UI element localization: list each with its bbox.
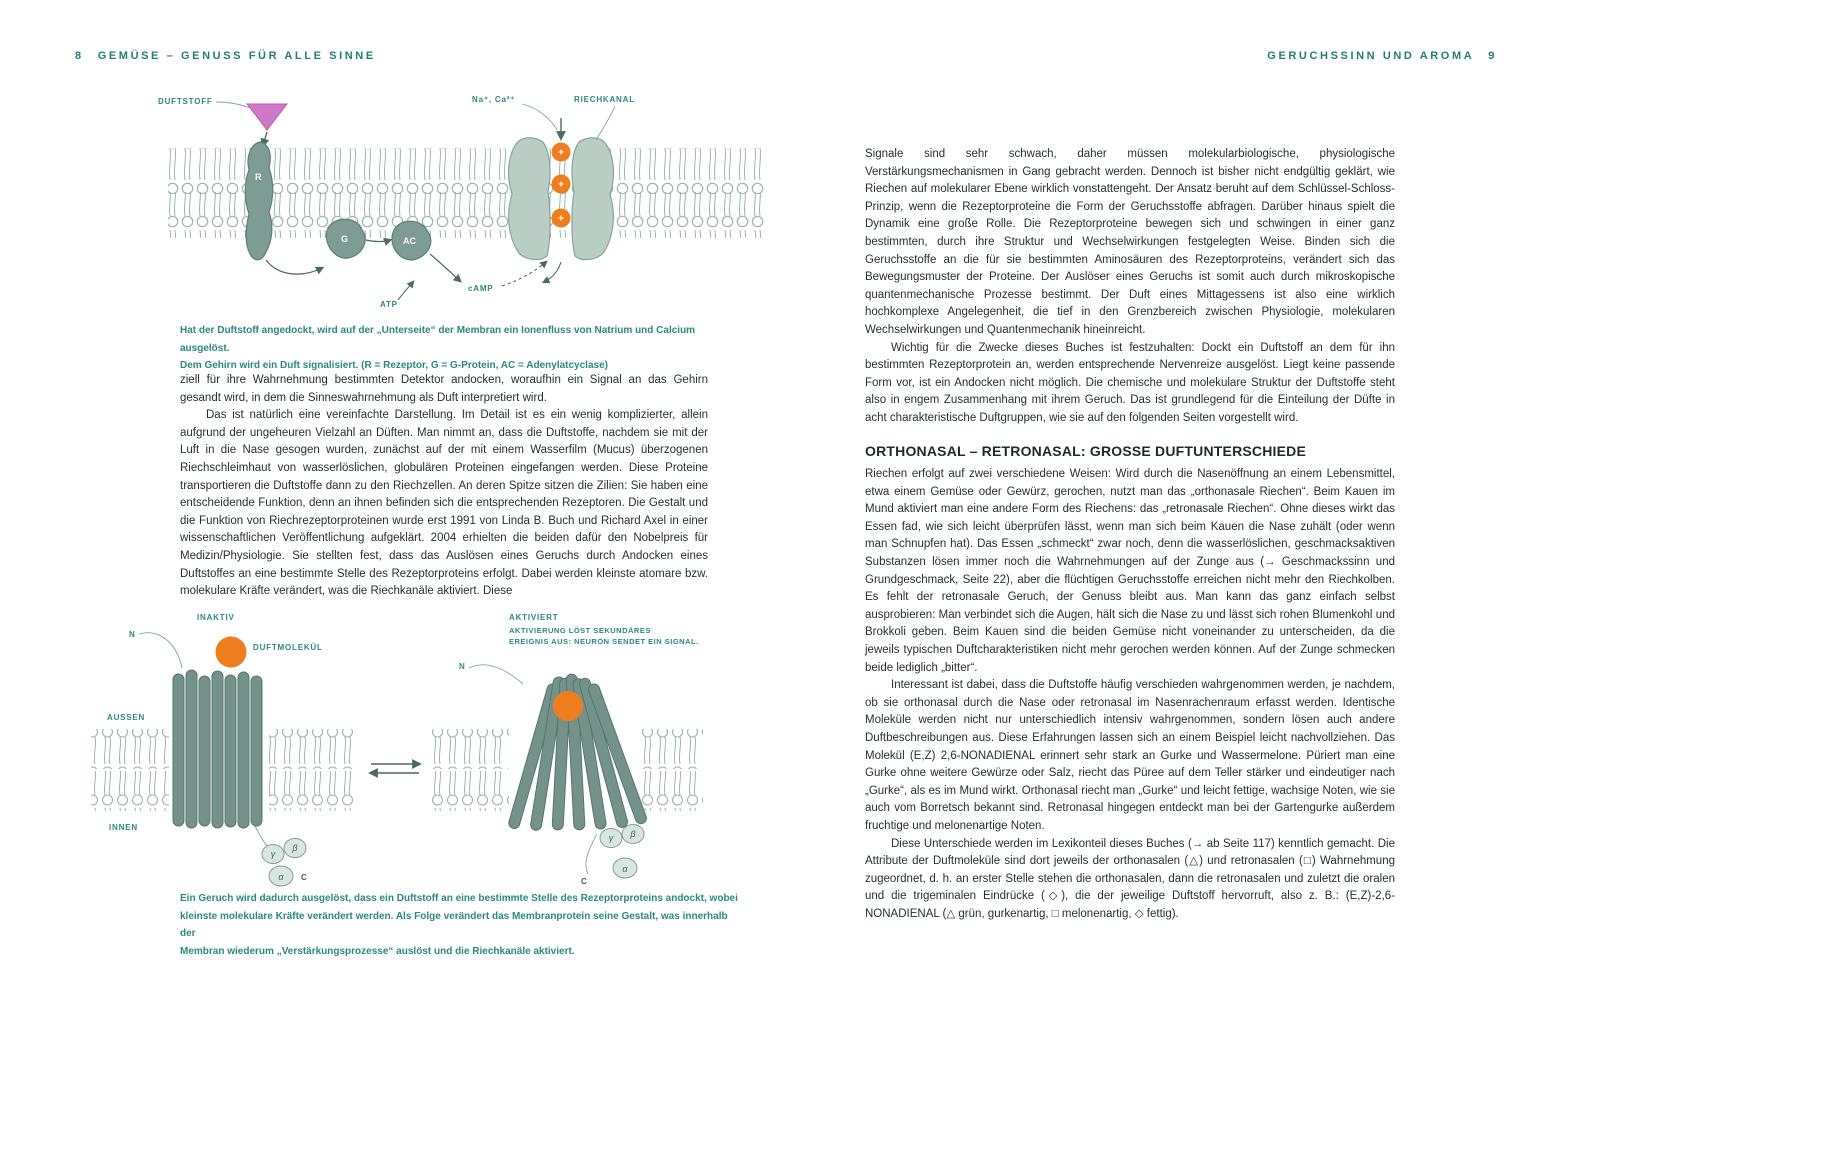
page-number-right: 9 — [1488, 50, 1497, 62]
ions-label: Na⁺, Ca²⁺ — [472, 95, 516, 104]
body-paragraph: ziell für ihre Wahrnehmung bestimmten Detektor andocken, woraufhin ein Signal an das Gehirn gesandt wird, in dem die Sinneswahrnehmung als Duft interpretiert wird. — [180, 374, 708, 404]
riechkanal-label-line — [596, 106, 615, 140]
arrow-atp-to-ac — [398, 282, 413, 300]
receptor-letter: R — [255, 172, 262, 182]
caption-line: Dem Gehirn wird ein Duft signalisiert. (R = Rezeptor, G = G-Protein, AC = Adenylatcyclase) — [180, 360, 608, 371]
camp-label: cAMP — [468, 284, 494, 293]
aktiviert-label: AKTIVIERT — [509, 613, 559, 622]
aktivierung-note-line2: EREIGNIS AUS: NEURON SENDET EIN SIGNAL. — [509, 637, 699, 646]
body-paragraph: Interessant ist dabei, dass die Duftstoffe häufig verschieden wahrgenommen werden, je nachdem, ob sie orthonasal durch die Nase oder retronasal im Nasenrachenraum erfasst werden. Identische Moleküle werden nicht nur unterschiedlich intensiv wahrgenommen, sondern lösen auch andere Duftbeschreibungen aus. Diese Erfahrungen lassen sich an einem Beispiel leicht nachvollziehen. Das Molekül (E,Z) 2,6-NONADIENAL erinnert sehr stark an Gurke und Wassermelone. Püriert man eine Gurke ohne weitere Gewürze oder Salz, riecht das Püree auf dem Teller stärker und eindeutiger nach „Gurke“, als es im Mund wirkt. Orthonasal riecht man „Gurke“ und leicht fettige, wachsige Noten, wie sie auch vom Borretsch bekannt sind. Retronasal hingegen entdeckt man bei der Gartengurke außerdem fruchtige und melonenartige Noten. — [865, 679, 1395, 832]
ion-plus-1: + — [558, 147, 564, 159]
bilayer-left-outer — [91, 729, 169, 769]
gamma-label-left: γ — [270, 849, 276, 859]
duftstoff-label: DUFTSTOFF — [158, 97, 213, 106]
page-number-left: 8 — [75, 50, 84, 62]
membrane-diagram-caption — [180, 322, 740, 375]
c-terminus-label-left: C — [301, 873, 307, 882]
caption-line: Membran wiederum „Verstärkungsprozesse“ auslöst und die Riechkanäle aktiviert. — [180, 945, 575, 957]
body-paragraph: Diese Unterschiede werden im Lexikonteil dieses Buches (→ ab Seite 117) kenntlich gemacht. Die Attribute der Duftmoleküle sind dort jeweils der orthonasalen (△) und retronasalen (□) Wahrnehmung zugeordnet, d. h. an erster Stelle stehen die orthonasalen, dann die retronasalen und zuletzt die oralen und die trigeminalen Eindrücke (◇), die der jeweilige Duftstoff hervorruft, also z. B.: (E,Z)-2,6-NONADIENAL (△ grün, gurkenartig, □ melonenartig, ◇ fettig). — [865, 837, 1395, 920]
running-head-left — [75, 50, 376, 62]
c-terminus-label-right: C — [581, 877, 587, 886]
c-terminus-tail-right — [586, 834, 597, 874]
bilayer-right1-outer — [429, 729, 509, 769]
innen-label: INNEN — [109, 823, 138, 832]
bilayer-left-inner — [91, 771, 169, 811]
arrow-g-to-ac — [366, 240, 390, 242]
section-heading: ORTHONASAL – RETRONASAL: GROSSE DUFTUNTERSCHIEDE — [865, 442, 1307, 459]
beta-label-right: β — [630, 829, 636, 839]
body-paragraph: Signale sind sehr schwach, daher müssen molekularbiologische, physiologische Verstärkungsmechanismen in Gang gebracht werden. Dennoch ist bisher nicht endgültig geklärt, wie Riechen auf molekularer Ebene wirklich vonstattengeht. Der Ansatz beruht auf dem Schlüssel-Schloss-Prinzip, wenn die Rezeptorproteine die Form der Geruchsstoffe abfragen. Darüber hinaus spielt die Dynamik eine große Rolle. Die Rezeptorproteine bewegen sich und schwingen in einer ganz bestimmten, durch ihre Struktur und Wechselwirkungen festgelegten Weise. Binden sich die Geruchsstoffe an die für sie bestimmten Aminosäuren des Rezeptorproteins, verändert sich das Bewegungsmuster der Proteine. Der Auslöser eines Geruchs ist somit auch durch mikroskopische quantenmechanische Prozesse bestimmt. Der Duft eines Mittagessens ist also eine wirklich hochkomplexe Angelegenheit, die tief in den Grenzbereich zwischen Physiologie, molekularen Wechselwirkungen und Quantenmechanik hineinreicht. — [865, 148, 1395, 336]
bilayer-right2-outer — [641, 729, 703, 769]
aussen-label: AUSSEN — [107, 713, 146, 722]
ion-plus-2: + — [558, 179, 564, 191]
ac-letters: AC — [403, 236, 416, 246]
inaktiv-label: INAKTIV — [197, 613, 235, 622]
alpha-label-right: α — [622, 864, 628, 874]
running-head-left-title: GEMÜSE – GENUSS FÜR ALLE SINNE — [97, 50, 376, 62]
riechkanal-right-half — [572, 138, 614, 260]
receptor-activation-diagram — [85, 606, 715, 896]
odorant-triangle-icon — [247, 104, 287, 130]
caption-line: kleinste molekulare Kräfte verändert werden. Als Folge verändert das Membranprotein seine Gestalt, was innerhalb der — [180, 910, 728, 939]
arrow-camp-to-channel — [502, 262, 546, 286]
aktivierung-note-line1: AKTIVIERUNG LÖST SEKUNDÄRES — [509, 626, 651, 635]
n-terminus-label-left: N — [129, 630, 136, 639]
arrow-ac-to-camp — [430, 254, 460, 281]
odor-molecule-bound — [553, 691, 583, 721]
caption-line: Hat der Duftstoff angedockt, wird auf der „Unterseite“ der Membran ein Ionenfluss von Natrium und Calcium ausgelöst. — [180, 325, 696, 354]
ion-plus-3: + — [558, 213, 564, 225]
riechkanal-left-half — [509, 138, 551, 260]
c-terminus-tail-left — [255, 826, 269, 848]
bilayer-right2-inner — [641, 771, 703, 811]
arrow-receptor-to-g — [266, 260, 322, 274]
right-body-column — [865, 146, 1395, 924]
body-paragraph: Wichtig für die Zwecke dieses Buches ist festzuhalten: Dockt ein Duftstoff an dem für ihn bestimmten Rezeptorprotein an, werden entsprechende Nervenreize ausgelöst. Liegt keine passende Form vor, ist ein Andocken nicht möglich. Die chemische und molekulare Struktur der Duftstoffe steht also in engem Zusammenhang mit ihrem Geruch. Das ist grundlegend für die Einteilung der Düfte in acht charakteristische Duftgruppen, wie sie auf den folgenden Seiten vorgestellt wird. — [865, 341, 1395, 424]
membrane-signaling-diagram — [150, 90, 770, 330]
gamma-label-right: γ — [608, 833, 614, 843]
n-terminus-label-right: N — [459, 662, 466, 671]
running-head-right-title: GERUCHSSINN UND AROMA — [1267, 50, 1475, 62]
beta-label-left: β — [292, 843, 298, 853]
ions-label-line — [522, 104, 557, 130]
bilayer-mid-inner — [269, 771, 355, 811]
left-body-column — [180, 372, 708, 601]
ion-exit-arrow — [544, 262, 561, 282]
caption-line: Ein Geruch wird dadurch ausgelöst, dass ein Duftstoff an eine bestimmte Stelle des Rezeptorproteins andockt, wobei — [180, 893, 738, 904]
n-terminus-line-left — [139, 633, 182, 668]
g-protein-letter: G — [341, 234, 349, 244]
receptor-diagram-caption — [180, 890, 740, 960]
bilayer-right1-inner — [429, 771, 509, 811]
bilayer-mid-outer — [269, 729, 355, 769]
receptor-protein-shape — [245, 142, 273, 260]
n-terminus-line-right — [469, 665, 523, 684]
receptor-helices-inactive — [173, 670, 262, 828]
riechkanal-label: RIECHKANAL — [574, 95, 635, 104]
atp-label: ATP — [380, 300, 398, 309]
odor-molecule-inactive — [216, 637, 247, 668]
body-paragraph: Das ist natürlich eine vereinfachte Darstellung. Im Detail ist es ein wenig komplizierter, allein aufgrund der ungeheuren Vielzahl an Düften. Man nimmt an, dass die Duftstoffe, nachdem sie mit der Luft in die Nase gesogen wurden, zunächst auf der mit einem Wasserfilm (Mucus) überzogenen Riechschleimhaut von wasserlöslichen, globulären Proteinen eingefangen werden. Diese Proteine transportieren die Duftstoffe dann zu den Riechzellen. An deren Spitze sitzen die Zilien: Sie haben eine entscheidende Funktion, denn an ihnen befinden sich die entsprechenden Rezeptoren. Die Gestalt und die Funktion von Riechrezeptorproteinen wurde erst 1991 von Linda B. Buch und Richard Axel in einer wissenschaftlichen Veröffentlichung aufgeklärt. 2004 erhielten die beiden dafür den Nobelpreis für Medizin/Physiologie. Sie stellten fest, dass das Auslösen eines Geruchs durch Andocken eines Duftstoffes an eine bestimmte Stelle des Rezeptorproteins erfolgt. Dabei werden kleinste atomare bzw. molekulare Kräfte verändert, was die Riechkanäle aktiviert. Diese — [180, 409, 708, 598]
running-head-right — [1267, 50, 1497, 62]
duftmolekuel-label: DUFTMOLEKÜL — [253, 643, 323, 652]
duftstoff-label-line — [216, 102, 250, 108]
body-paragraph: Riechen erfolgt auf zwei verschiedene Weisen: Wird durch die Nasenöffnung an einem Lebensmittel, etwa einem Gemüse oder Gewürz, gerochen, nutzt man das „orthonasale Riechen“. Beim Kauen im Mund aktiviert man eine andere Form des Riechens: das „retronasale Riechen“. Ohne dieses wirkt das Essen fad, wie sich leicht überprüfen lässt, wenn man sich beim Kauen die Nase zuhält (oder wenn man Schnupfen hat). Das Essen „schmeckt“ zwar noch, denn die wasserlöslichen, geschmacksaktiven Substanzen lösen immer noch die Wahrnehmungen auf der Zunge aus (→ Geschmackssinn und Grundgeschmack, Seite 22), aber die flüchtigen Geruchsstoffe erreichen nicht mehr den Riechkolben. Es fehlt der retronasale Geruch, der Genuss bleibt aus. Man kann das ganz einfach selbst ausprobieren: Man verbindet sich die Augen, hält sich die Nase zu und lässt sich rohen Blumenkohl und Brokkoli geben. Beim Kauen sind die beiden Gemüse nicht voneinander zu unterscheiden, da die jeweils typischen Duftcharakteristiken nicht mehr gerochen werden können. Auf der Zunge schmecken beide lediglich „bitter“. — [865, 468, 1395, 674]
alpha-label-left: α — [278, 872, 284, 882]
